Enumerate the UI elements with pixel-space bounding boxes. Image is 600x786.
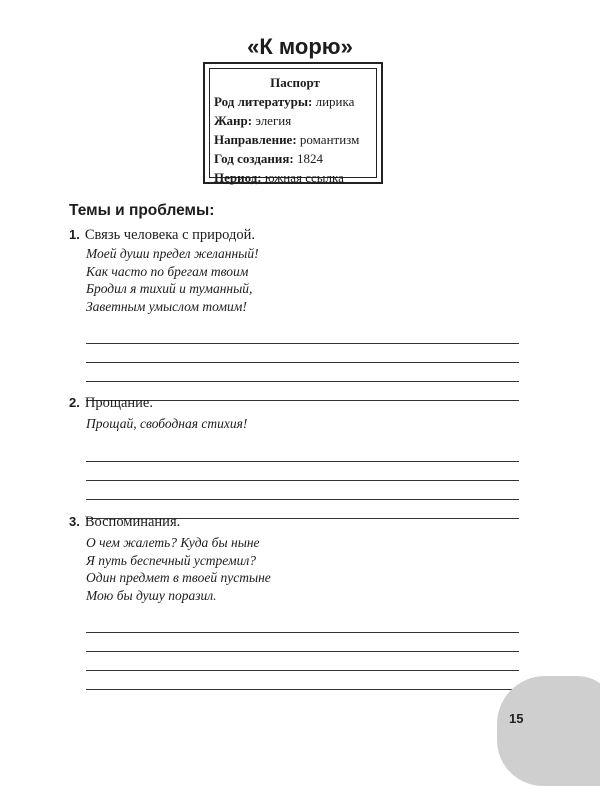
quote-line: Бродил я тихий и туманный, (86, 281, 253, 296)
answer-line[interactable] (86, 671, 519, 690)
answer-line[interactable] (86, 325, 519, 344)
passport-row-year (214, 149, 376, 168)
quote-line: Как часто по брегам твоим (86, 263, 249, 279)
passport-value: южная ссылка (264, 170, 344, 185)
theme-section-2 (69, 393, 519, 519)
passport-value: элегия (255, 113, 292, 128)
answer-lines (86, 325, 519, 401)
passport-label: Год создания: (214, 151, 294, 166)
passport-row-direction (214, 130, 376, 149)
quote (86, 415, 519, 433)
quote-line: Прощай, свободная стихия! (86, 416, 248, 431)
theme-section-3 (69, 512, 519, 690)
passport-row-genre (214, 111, 376, 130)
section-title (69, 512, 519, 532)
answer-line[interactable] (86, 443, 519, 462)
passport-label: Род литературы: (214, 94, 313, 109)
section-title (69, 393, 519, 413)
passport-value: романтизм (299, 132, 360, 147)
passport-label: Направление: (214, 132, 297, 147)
answer-line[interactable] (86, 481, 519, 500)
answer-line[interactable] (86, 614, 519, 633)
passport-label: Жанр: (214, 113, 253, 128)
theme-section-1 (69, 225, 519, 401)
section-title (69, 225, 519, 245)
passport-box (203, 62, 383, 184)
section-number: 2. (69, 395, 80, 410)
passport-value: 1824 (297, 151, 324, 166)
quote-line: Мою бы душу поразил. (86, 587, 217, 603)
quote-line: Один предмет в твоей пустыне (86, 570, 271, 585)
section-title-text: Связь человека с природой. (84, 227, 256, 243)
quote (86, 245, 519, 315)
section-title-text: Прощание. (84, 395, 153, 411)
answer-line[interactable] (86, 652, 519, 671)
answer-line[interactable] (86, 633, 519, 652)
answer-line[interactable] (86, 462, 519, 481)
page-title: «К морю» (247, 34, 353, 59)
themes-heading: Темы и проблемы: (69, 202, 215, 219)
passport-row-genre-type (214, 92, 376, 111)
passport-label: Период: (214, 170, 262, 185)
quote-line: Заветным умыслом томим! (86, 298, 247, 314)
answer-line[interactable] (86, 363, 519, 382)
quote-line: Я путь беспечный устремил? (86, 552, 256, 568)
section-title-text: Воспоминания. (84, 514, 181, 530)
section-number: 3. (69, 514, 80, 529)
passport-heading: Паспорт (270, 75, 320, 90)
quote-line: Моей души предел желанный! (86, 246, 259, 261)
page-number: 15 (509, 711, 524, 726)
answer-lines (86, 614, 519, 690)
passport-value: лирика (315, 94, 355, 109)
answer-lines (86, 443, 519, 519)
page-corner-decoration (497, 676, 600, 786)
quote (86, 534, 519, 604)
quote-line: О чем жалеть? Куда бы ныне (86, 535, 260, 550)
answer-line[interactable] (86, 344, 519, 363)
section-number: 1. (69, 227, 80, 242)
passport-inner-frame (209, 68, 377, 185)
passport-row-period (214, 168, 376, 187)
